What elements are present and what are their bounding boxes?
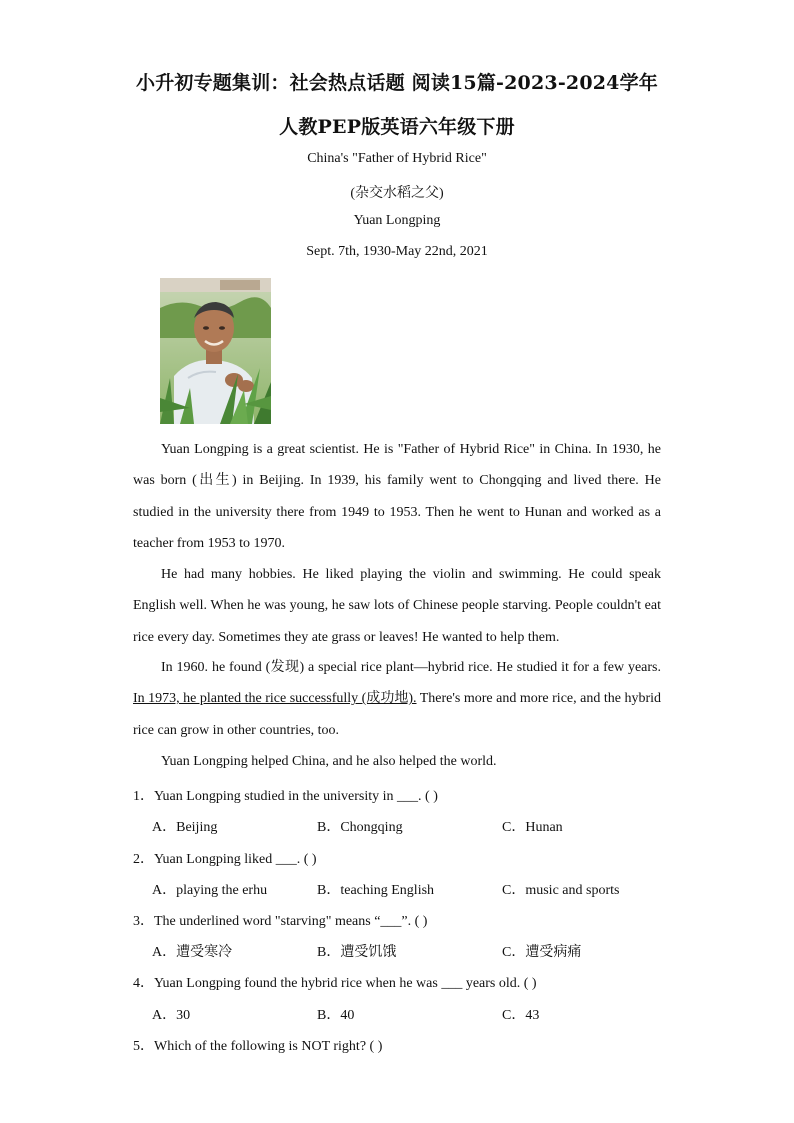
question-1: 1．Yuan Longping studied in the university in ___. ( ) — [133, 789, 438, 804]
question-4-options — [152, 1004, 672, 1024]
question-2-option-c[interactable]: C．music and sports — [502, 883, 620, 898]
paragraph-3-text-start: In 1960. he found (发现) a special rice plant—hybrid rice. He studied it for a few years. — [161, 660, 661, 675]
document-title-line1: 小升初专题集训：社会热点话题 阅读15篇-2023-2024学年 — [136, 72, 658, 94]
paragraph-2-text: He had many hobbies. He liked playing the violin and swimming. He could speak English well. When he was young, he saw lots of Chinese people starving. People couldn't eat rice every day. Sometimes they ate grass or leaves! He wanted to help them. — [133, 567, 661, 645]
paragraph-4-text: Yuan Longping helped China, and he also helped the world. — [161, 754, 497, 769]
question-1-options — [152, 816, 672, 836]
passage-paragraph-4 — [133, 746, 661, 777]
passage-paragraph-1 — [133, 434, 661, 559]
passage-subtitle: (杂交水稻之父) — [350, 186, 444, 201]
photo-illustration — [160, 278, 271, 424]
question-4-option-b[interactable]: B．40 — [317, 1008, 355, 1023]
document-title-line2: 人教PEP版英语六年级下册 — [279, 116, 515, 138]
question-1-option-b[interactable]: B．Chongqing — [317, 820, 403, 835]
passage-title: China's "Father of Hybrid Rice" — [307, 151, 487, 166]
yuan-longping-photo — [160, 278, 271, 424]
question-3-option-a[interactable]: A．遭受寒冷 — [152, 945, 233, 960]
paragraph-1-text: Yuan Longping is a great scientist. He is "Father of Hybrid Rice" in China. In 1930, he was born (出生) in Beijing. In 1939, his family went to Chongqing and lived there. He studied in the university there from 1949 to 1953. Then he went to Hunan and worked as a teacher from 1953 to 1970. — [133, 442, 661, 551]
paragraph-3-underlined-sentence: In 1973, he planted the rice successfully (成功地). — [133, 691, 417, 707]
life-dates: Sept. 7th, 1930-May 22nd, 2021 — [306, 244, 488, 259]
question-4-option-a[interactable]: A．30 — [152, 1008, 191, 1023]
question-3-options — [152, 941, 672, 961]
question-2-option-a[interactable]: A．playing the erhu — [152, 883, 268, 898]
passage-paragraph-2 — [133, 559, 661, 653]
question-5: 5．Which of the following is NOT right? ( ) — [133, 1039, 383, 1054]
question-2-options — [152, 879, 672, 899]
passage-paragraph-3 — [133, 652, 661, 746]
question-2-option-b[interactable]: B．teaching English — [317, 883, 435, 898]
question-3-option-c[interactable]: C．遭受病痛 — [502, 945, 582, 960]
question-4-option-c[interactable]: C．43 — [502, 1008, 540, 1023]
question-2: 2．Yuan Longping liked ___. ( ) — [133, 852, 317, 867]
question-4: 4．Yuan Longping found the hybrid rice when he was ___ years old. ( ) — [133, 976, 537, 991]
question-3-option-b[interactable]: B．遭受饥饿 — [317, 945, 397, 960]
question-3: 3．The underlined word "starving" means “___”. ( ) — [133, 914, 428, 929]
question-1-option-c[interactable]: C．Hunan — [502, 820, 563, 835]
paragraph-3-text-end: There's more and more rice, and the hybrid rice can grow in other countries, too. — [133, 691, 662, 738]
person-name: Yuan Longping — [353, 213, 441, 228]
question-1-option-a[interactable]: A．Beijing — [152, 820, 218, 835]
